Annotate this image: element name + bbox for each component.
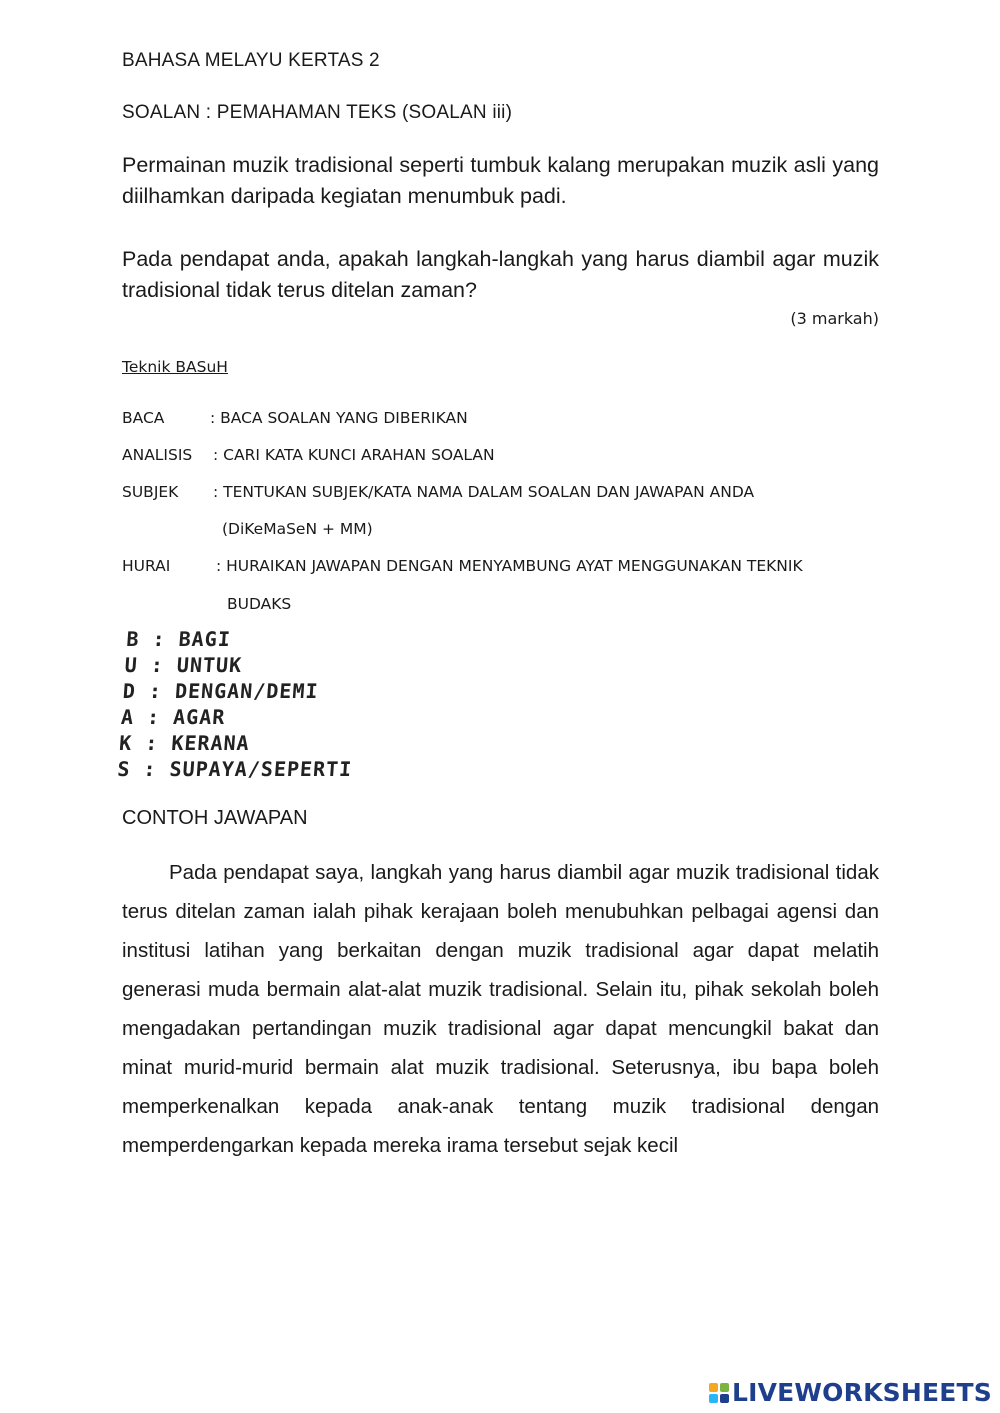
step-key: SUBJEK bbox=[122, 483, 179, 501]
step-baca bbox=[122, 406, 879, 443]
marks-label: (3 markah) bbox=[790, 309, 879, 328]
answer-title: CONTOH JAWAPAN bbox=[122, 807, 308, 829]
step-desc: : BACA SOALAN YANG DIBERIKAN bbox=[210, 409, 468, 427]
liveworksheets-logo-icon bbox=[709, 1383, 729, 1403]
step-desc: : HURAIKAN JAWAPAN DENGAN MENYAMBUNG AYAT MENGGUNAKAN TEKNIK bbox=[216, 557, 803, 575]
step-key: BACA bbox=[122, 409, 165, 427]
budaks-item-k: K : KERANA bbox=[118, 731, 251, 755]
subject-title: BAHASA MELAYU KERTAS 2 bbox=[122, 50, 380, 71]
step-desc: : TENTUKAN SUBJEK/KATA NAMA DALAM SOALAN DAN JAWAPAN ANDA bbox=[213, 483, 755, 501]
stimulus-text: Permainan muzik tradisional seperti tumbuk kalang merupakan muzik asli yang diilhamkan daripada kegiatan menumbuk padi. bbox=[122, 153, 879, 208]
answer-paragraph: Pada pendapat saya, langkah yang harus diambil agar muzik tradisional tidak terus ditelan zaman ialah pihak kerajaan boleh menubuhkan pelbagai agensi dan institusi latihan yang berkaitan dengan muzik tradisional agar dapat melatih generasi muda bermain alat-alat muzik tradisional. Selain itu, pihak sekolah boleh mengadakan pertandingan muzik tradisional agar dapat mencungkil bakat dan minat murid-murid bermain alat muzik tradisional. Seterusnya, ibu bapa boleh memperkenalkan kepada anak-anak tentang muzik tradisional dengan memperdengarkan kepada mereka irama tersebut sejak kecil bbox=[122, 861, 879, 1157]
question-label: SOALAN : PEMAHAMAN TEKS (SOALAN iii) bbox=[122, 102, 513, 123]
step-desc: : CARI KATA KUNCI ARAHAN SOALAN bbox=[213, 446, 495, 464]
step-continuation: (DiKeMaSeN + MM) bbox=[222, 520, 373, 538]
step-analisis bbox=[122, 443, 879, 480]
technique-steps bbox=[122, 406, 879, 628]
step-continuation: BUDAKS bbox=[227, 595, 292, 613]
step-subjek bbox=[122, 480, 879, 554]
budaks-list bbox=[117, 626, 363, 782]
step-key: HURAI bbox=[122, 557, 171, 575]
step-hurai bbox=[122, 554, 879, 628]
budaks-item-b: B : BAGI bbox=[125, 627, 232, 651]
step-key: ANALISIS bbox=[122, 446, 193, 464]
budaks-item-d: D : DENGAN/DEMI bbox=[122, 679, 320, 703]
logo-text: LIVEWORKSHEETS bbox=[731, 1378, 992, 1407]
budaks-item-u: U : UNTUK bbox=[123, 653, 243, 677]
worksheet-page bbox=[116, 0, 879, 1413]
technique-title: Teknik BASuH bbox=[122, 358, 228, 376]
liveworksheets-logo bbox=[709, 1379, 992, 1407]
question-text: Pada pendapat anda, apakah langkah-langkah yang harus diambil agar muzik tradisional tidak terus ditelan zaman? bbox=[122, 247, 879, 302]
budaks-item-a: A : AGAR bbox=[120, 705, 227, 729]
budaks-item-s: S : SUPAYA/SEPERTI bbox=[116, 757, 354, 781]
